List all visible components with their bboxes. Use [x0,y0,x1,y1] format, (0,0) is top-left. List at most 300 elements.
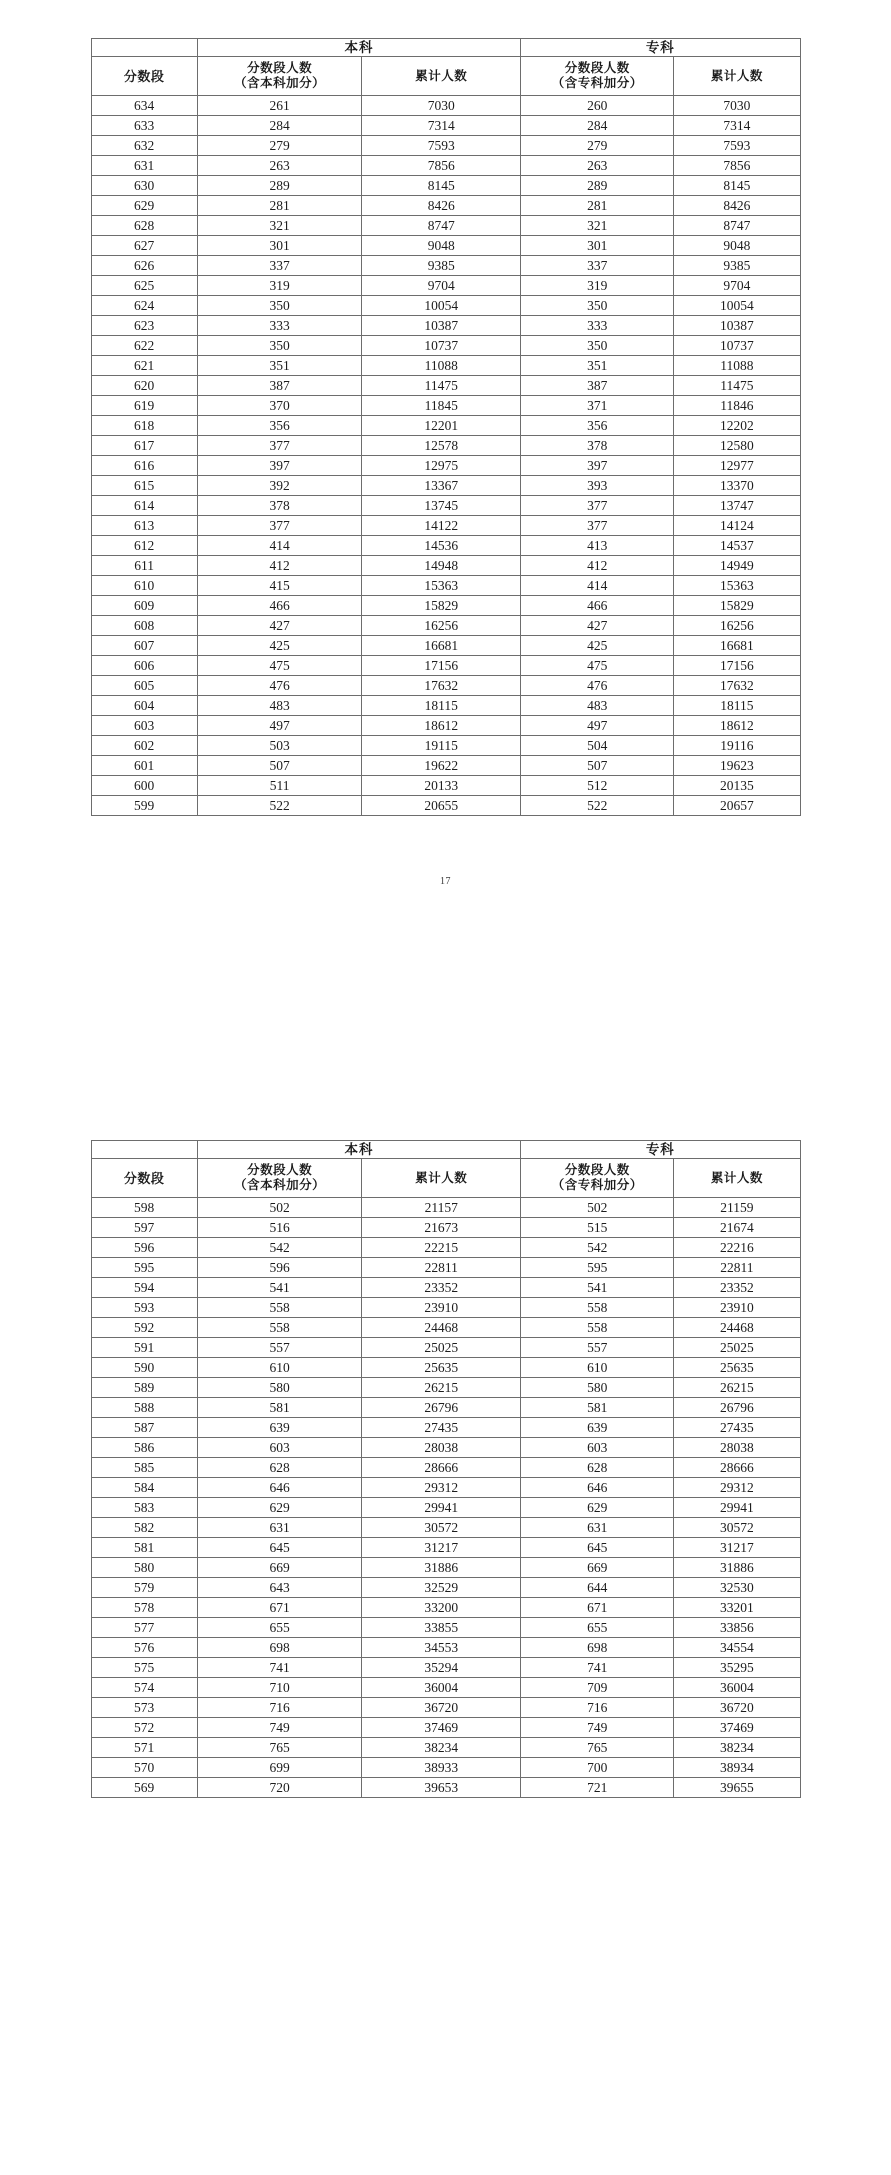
cell-undergrad-band-count: 669 [197,1558,361,1578]
cell-vocational-band-count: 507 [521,756,674,776]
cell-undergrad-cumulative: 20133 [362,776,521,796]
cell-vocational-band-count: 698 [521,1638,674,1658]
cell-vocational-cumulative: 31217 [674,1538,800,1558]
undergrad-band-count-line2: （含本科加分） [234,76,326,90]
cell-vocational-band-count: 669 [521,1558,674,1578]
cell-vocational-cumulative: 10054 [674,296,800,316]
cell-vocational-cumulative: 19116 [674,736,800,756]
table-2-group-header-row [91,1141,800,1159]
cell-undergrad-band-count: 321 [197,216,361,236]
cell-vocational-cumulative: 9704 [674,276,800,296]
cell-undergrad-cumulative: 18612 [362,716,521,736]
cell-vocational-cumulative: 26796 [674,1398,800,1418]
cell-vocational-cumulative: 23910 [674,1298,800,1318]
cell-vocational-cumulative: 14124 [674,516,800,536]
cell-undergrad-band-count: 350 [197,296,361,316]
table-row [91,596,800,616]
table-1-header [91,39,800,96]
cell-vocational-cumulative: 9048 [674,236,800,256]
column-header-vocational-band-count [521,57,674,96]
cell-score-band: 584 [91,1478,197,1498]
table-row [91,676,800,696]
cell-undergrad-cumulative: 10387 [362,316,521,336]
score-table-1-container [91,38,801,816]
cell-score-band: 612 [91,536,197,556]
cell-vocational-cumulative: 18115 [674,696,800,716]
cell-undergrad-cumulative: 9704 [362,276,521,296]
cell-vocational-band-count: 475 [521,656,674,676]
cell-vocational-cumulative: 7314 [674,116,800,136]
table-row [91,1638,800,1658]
cell-vocational-cumulative: 27435 [674,1418,800,1438]
cell-score-band: 591 [91,1338,197,1358]
cell-vocational-band-count: 377 [521,496,674,516]
cell-score-band: 574 [91,1678,197,1698]
cell-undergrad-band-count: 284 [197,116,361,136]
cell-vocational-cumulative: 30572 [674,1518,800,1538]
table-row [91,316,800,336]
cell-undergrad-band-count: 603 [197,1438,361,1458]
cell-undergrad-band-count: 377 [197,436,361,456]
cell-undergrad-cumulative: 21673 [362,1218,521,1238]
cell-undergrad-cumulative: 33855 [362,1618,521,1638]
cell-vocational-cumulative: 8426 [674,196,800,216]
cell-undergrad-band-count: 425 [197,636,361,656]
table-row [91,796,800,816]
table-1-body [91,96,800,816]
cell-vocational-band-count: 289 [521,176,674,196]
cell-vocational-band-count: 393 [521,476,674,496]
cell-vocational-cumulative: 36720 [674,1698,800,1718]
table-row [91,1418,800,1438]
cell-undergrad-cumulative: 14948 [362,556,521,576]
table-row [91,96,800,116]
table-row [91,516,800,536]
table-row [91,576,800,596]
cell-vocational-band-count: 629 [521,1498,674,1518]
cell-score-band: 616 [91,456,197,476]
cell-undergrad-cumulative: 26215 [362,1378,521,1398]
cell-vocational-band-count: 284 [521,116,674,136]
cell-vocational-band-count: 425 [521,636,674,656]
cell-undergrad-cumulative: 33200 [362,1598,521,1618]
cell-vocational-band-count: 741 [521,1658,674,1678]
score-distribution-table-2 [91,1140,801,1798]
cell-undergrad-band-count: 333 [197,316,361,336]
cell-score-band: 626 [91,256,197,276]
table-row [91,176,800,196]
cell-undergrad-band-count: 356 [197,416,361,436]
cell-score-band: 572 [91,1718,197,1738]
cell-undergrad-band-count: 350 [197,336,361,356]
cell-score-band: 605 [91,676,197,696]
cell-undergrad-cumulative: 25635 [362,1358,521,1378]
cell-undergrad-band-count: 502 [197,1198,361,1218]
cell-undergrad-cumulative: 17632 [362,676,521,696]
cell-vocational-cumulative: 29312 [674,1478,800,1498]
cell-undergrad-band-count: 741 [197,1658,361,1678]
cell-vocational-cumulative: 12977 [674,456,800,476]
cell-vocational-band-count: 281 [521,196,674,216]
cell-undergrad-cumulative: 14536 [362,536,521,556]
cell-undergrad-band-count: 387 [197,376,361,396]
cell-vocational-band-count: 319 [521,276,674,296]
cell-vocational-band-count: 350 [521,336,674,356]
cell-undergrad-cumulative: 34553 [362,1638,521,1658]
cell-score-band: 579 [91,1578,197,1598]
cell-vocational-band-count: 279 [521,136,674,156]
table-row [91,296,800,316]
cell-score-band: 593 [91,1298,197,1318]
cell-vocational-band-count: 580 [521,1378,674,1398]
cell-undergrad-band-count: 392 [197,476,361,496]
cell-undergrad-band-count: 720 [197,1778,361,1798]
cell-undergrad-band-count: 765 [197,1738,361,1758]
cell-vocational-cumulative: 12580 [674,436,800,456]
cell-score-band: 633 [91,116,197,136]
column-header-vocational-cumulative-2: 累计人数 [674,1159,800,1198]
cell-vocational-cumulative: 17632 [674,676,800,696]
cell-vocational-cumulative: 32530 [674,1578,800,1598]
cell-vocational-cumulative: 25025 [674,1338,800,1358]
cell-vocational-band-count: 504 [521,736,674,756]
cell-vocational-band-count: 595 [521,1258,674,1278]
cell-undergrad-band-count: 289 [197,176,361,196]
cell-undergrad-cumulative: 28038 [362,1438,521,1458]
group-header-vocational-2: 专科 [521,1141,800,1159]
cell-vocational-cumulative: 20135 [674,776,800,796]
cell-undergrad-band-count: 699 [197,1758,361,1778]
cell-undergrad-cumulative: 22215 [362,1238,521,1258]
table-row [91,236,800,256]
cell-vocational-cumulative: 22811 [674,1258,800,1278]
cell-undergrad-band-count: 497 [197,716,361,736]
cell-undergrad-band-count: 351 [197,356,361,376]
cell-vocational-cumulative: 17156 [674,656,800,676]
table-row [91,696,800,716]
cell-undergrad-band-count: 412 [197,556,361,576]
cell-vocational-cumulative: 9385 [674,256,800,276]
cell-undergrad-band-count: 337 [197,256,361,276]
cell-vocational-cumulative: 20657 [674,796,800,816]
table-row [91,1678,800,1698]
table-row [91,1558,800,1578]
table-row [91,256,800,276]
cell-undergrad-band-count: 370 [197,396,361,416]
cell-vocational-band-count: 414 [521,576,674,596]
cell-undergrad-band-count: 639 [197,1418,361,1438]
cell-undergrad-cumulative: 7314 [362,116,521,136]
cell-score-band: 573 [91,1698,197,1718]
vocational-band-count-2-line1: 分数段人数 [564,1163,630,1177]
cell-vocational-band-count: 603 [521,1438,674,1458]
cell-score-band: 571 [91,1738,197,1758]
table-row [91,1758,800,1778]
table-row [91,1238,800,1258]
table-row [91,476,800,496]
cell-vocational-cumulative: 28666 [674,1458,800,1478]
cell-vocational-cumulative: 22216 [674,1238,800,1258]
cell-score-band: 601 [91,756,197,776]
cell-score-band: 585 [91,1458,197,1478]
cell-undergrad-cumulative: 13367 [362,476,521,496]
cell-vocational-band-count: 700 [521,1758,674,1778]
undergrad-band-count-2-line1: 分数段人数 [247,1163,313,1177]
table-row [91,396,800,416]
cell-vocational-band-count: 644 [521,1578,674,1598]
table-row [91,1498,800,1518]
cell-vocational-cumulative: 31886 [674,1558,800,1578]
cell-vocational-band-count: 356 [521,416,674,436]
cell-vocational-cumulative: 39655 [674,1778,800,1798]
cell-undergrad-band-count: 466 [197,596,361,616]
table-row [91,1278,800,1298]
cell-vocational-band-count: 350 [521,296,674,316]
cell-undergrad-cumulative: 11845 [362,396,521,416]
cell-vocational-band-count: 541 [521,1278,674,1298]
cell-undergrad-band-count: 610 [197,1358,361,1378]
cell-undergrad-cumulative: 8747 [362,216,521,236]
cell-score-band: 576 [91,1638,197,1658]
cell-undergrad-band-count: 301 [197,236,361,256]
cell-vocational-cumulative: 14949 [674,556,800,576]
cell-vocational-band-count: 512 [521,776,674,796]
cell-undergrad-band-count: 646 [197,1478,361,1498]
cell-vocational-band-count: 645 [521,1538,674,1558]
vocational-band-count-2-line2: （含专科加分） [551,1178,643,1192]
cell-vocational-band-count: 427 [521,616,674,636]
cell-score-band: 587 [91,1418,197,1438]
cell-undergrad-cumulative: 38933 [362,1758,521,1778]
table-row [91,1218,800,1238]
cell-vocational-band-count: 749 [521,1718,674,1738]
cell-vocational-band-count: 765 [521,1738,674,1758]
cell-vocational-cumulative: 21159 [674,1198,800,1218]
table-row [91,1398,800,1418]
table-row [91,1738,800,1758]
table-row [91,436,800,456]
cell-score-band: 631 [91,156,197,176]
cell-score-band: 613 [91,516,197,536]
cell-vocational-cumulative: 11846 [674,396,800,416]
cell-score-band: 604 [91,696,197,716]
cell-undergrad-cumulative: 13745 [362,496,521,516]
cell-score-band: 627 [91,236,197,256]
cell-undergrad-band-count: 542 [197,1238,361,1258]
cell-undergrad-band-count: 503 [197,736,361,756]
cell-score-band: 602 [91,736,197,756]
group-header-vocational: 专科 [521,39,800,57]
table-row [91,1518,800,1538]
cell-score-band: 595 [91,1258,197,1278]
cell-score-band: 575 [91,1658,197,1678]
cell-vocational-band-count: 721 [521,1778,674,1798]
undergrad-band-count-2-line2: （含本科加分） [234,1178,326,1192]
cell-undergrad-band-count: 645 [197,1538,361,1558]
cell-score-band: 590 [91,1358,197,1378]
cell-vocational-cumulative: 15363 [674,576,800,596]
cell-vocational-cumulative: 28038 [674,1438,800,1458]
group-header-undergraduate-2: 本科 [197,1141,520,1159]
cell-vocational-band-count: 581 [521,1398,674,1418]
cell-undergrad-band-count: 716 [197,1698,361,1718]
cell-vocational-cumulative: 38234 [674,1738,800,1758]
cell-vocational-band-count: 502 [521,1198,674,1218]
cell-vocational-cumulative: 10737 [674,336,800,356]
cell-vocational-band-count: 333 [521,316,674,336]
vocational-band-count-line1: 分数段人数 [564,61,630,75]
cell-undergrad-cumulative: 12201 [362,416,521,436]
cell-score-band: 599 [91,796,197,816]
cell-vocational-cumulative: 16256 [674,616,800,636]
cell-vocational-band-count: 466 [521,596,674,616]
table-row [91,196,800,216]
cell-vocational-band-count: 377 [521,516,674,536]
top-margin [0,0,891,38]
cell-undergrad-band-count: 476 [197,676,361,696]
cell-vocational-band-count: 263 [521,156,674,176]
cell-undergrad-cumulative: 38234 [362,1738,521,1758]
table-2-header [91,1141,800,1198]
cell-score-band: 630 [91,176,197,196]
cell-undergrad-band-count: 558 [197,1298,361,1318]
cell-undergrad-band-count: 397 [197,456,361,476]
table-row [91,456,800,476]
cell-undergrad-band-count: 414 [197,536,361,556]
cell-score-band: 588 [91,1398,197,1418]
cell-undergrad-cumulative: 27435 [362,1418,521,1438]
cell-score-band: 586 [91,1438,197,1458]
cell-vocational-band-count: 337 [521,256,674,276]
table-2-sub-header-row [91,1159,800,1198]
cell-undergrad-cumulative: 8426 [362,196,521,216]
table-row [91,736,800,756]
table-row [91,1478,800,1498]
cell-undergrad-band-count: 378 [197,496,361,516]
cell-undergrad-band-count: 279 [197,136,361,156]
cell-score-band: 570 [91,1758,197,1778]
cell-undergrad-band-count: 655 [197,1618,361,1638]
cell-undergrad-cumulative: 36004 [362,1678,521,1698]
cell-undergrad-cumulative: 11475 [362,376,521,396]
cell-undergrad-cumulative: 9385 [362,256,521,276]
page-number-spacer-above [0,816,891,876]
cell-undergrad-cumulative: 10054 [362,296,521,316]
page-number: 17 [440,876,451,887]
column-header-vocational-band-count-2 [521,1159,674,1198]
cell-vocational-cumulative: 37469 [674,1718,800,1738]
score-distribution-table-1 [91,38,801,816]
cell-undergrad-band-count: 483 [197,696,361,716]
cell-vocational-band-count: 671 [521,1598,674,1618]
cell-vocational-cumulative: 13370 [674,476,800,496]
table-row [91,1698,800,1718]
cell-undergrad-band-count: 522 [197,796,361,816]
cell-undergrad-band-count: 415 [197,576,361,596]
cell-undergrad-band-count: 628 [197,1458,361,1478]
cell-vocational-cumulative: 34554 [674,1638,800,1658]
cell-score-band: 610 [91,576,197,596]
table-row [91,1258,800,1278]
table-row [91,1598,800,1618]
vocational-band-count-line2: （含专科加分） [551,76,643,90]
cell-score-band: 589 [91,1378,197,1398]
table-row [91,1538,800,1558]
cell-score-band: 632 [91,136,197,156]
cell-score-band: 625 [91,276,197,296]
cell-undergrad-cumulative: 25025 [362,1338,521,1358]
cell-undergrad-band-count: 427 [197,616,361,636]
cell-undergrad-cumulative: 23910 [362,1298,521,1318]
cell-score-band: 634 [91,96,197,116]
column-header-undergrad-cumulative: 累计人数 [362,57,521,96]
cell-vocational-band-count: 557 [521,1338,674,1358]
cell-vocational-cumulative: 36004 [674,1678,800,1698]
cell-score-band: 582 [91,1518,197,1538]
cell-vocational-band-count: 321 [521,216,674,236]
cell-vocational-cumulative: 12202 [674,416,800,436]
cell-score-band: 614 [91,496,197,516]
cell-undergrad-cumulative: 20655 [362,796,521,816]
cell-score-band: 615 [91,476,197,496]
cell-undergrad-cumulative: 24468 [362,1318,521,1338]
cell-undergrad-band-count: 631 [197,1518,361,1538]
cell-vocational-cumulative: 14537 [674,536,800,556]
cell-score-band: 600 [91,776,197,796]
cell-undergrad-band-count: 749 [197,1718,361,1738]
cell-score-band: 608 [91,616,197,636]
cell-score-band: 578 [91,1598,197,1618]
cell-undergrad-cumulative: 32529 [362,1578,521,1598]
cell-undergrad-cumulative: 26796 [362,1398,521,1418]
table-row [91,216,800,236]
table-row [91,156,800,176]
cell-vocational-band-count: 397 [521,456,674,476]
cell-score-band: 611 [91,556,197,576]
table-row [91,616,800,636]
table-row [91,276,800,296]
cell-vocational-cumulative: 7593 [674,136,800,156]
cell-vocational-cumulative: 29941 [674,1498,800,1518]
cell-vocational-cumulative: 21674 [674,1218,800,1238]
cell-undergrad-band-count: 261 [197,96,361,116]
cell-score-band: 606 [91,656,197,676]
table-row [91,1298,800,1318]
table-row [91,656,800,676]
cell-undergrad-band-count: 643 [197,1578,361,1598]
cell-undergrad-cumulative: 15829 [362,596,521,616]
cell-vocational-cumulative: 25635 [674,1358,800,1378]
table-2-body [91,1198,800,1798]
cell-vocational-band-count: 628 [521,1458,674,1478]
cell-vocational-band-count: 301 [521,236,674,256]
cell-vocational-cumulative: 16681 [674,636,800,656]
cell-score-band: 619 [91,396,197,416]
cell-undergrad-cumulative: 11088 [362,356,521,376]
cell-undergrad-cumulative: 14122 [362,516,521,536]
cell-vocational-cumulative: 15829 [674,596,800,616]
cell-vocational-cumulative: 24468 [674,1318,800,1338]
group-header-undergraduate: 本科 [197,39,520,57]
cell-score-band: 598 [91,1198,197,1218]
cell-undergrad-cumulative: 7030 [362,96,521,116]
table-row [91,136,800,156]
cell-undergrad-band-count: 475 [197,656,361,676]
cell-vocational-cumulative: 8145 [674,176,800,196]
cell-undergrad-band-count: 263 [197,156,361,176]
cell-undergrad-band-count: 557 [197,1338,361,1358]
cell-undergrad-cumulative: 21157 [362,1198,521,1218]
